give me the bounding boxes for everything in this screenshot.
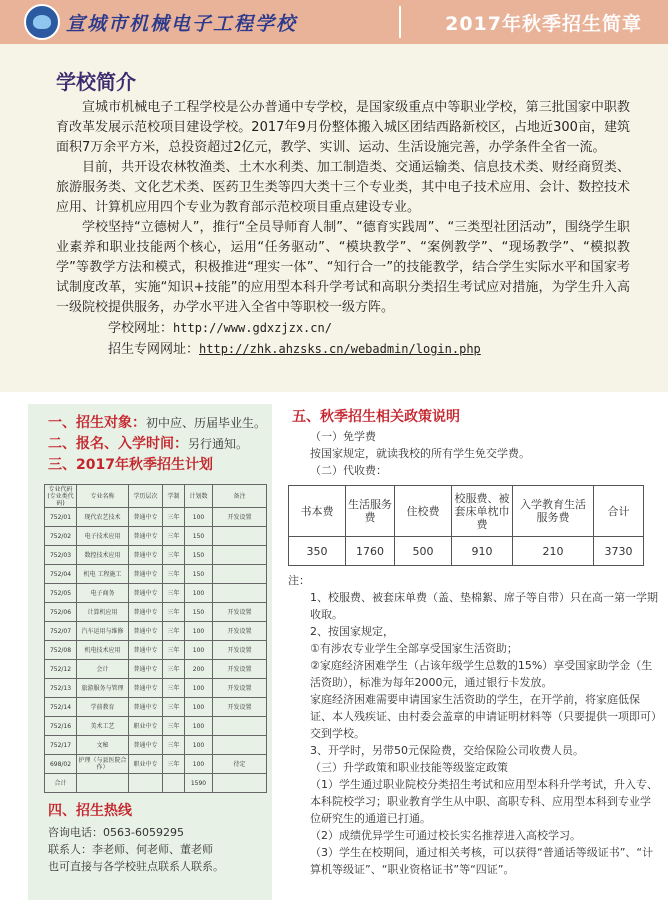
hotline-heading: 四、招生热线	[48, 803, 132, 819]
enrollment-plan-table	[44, 484, 267, 793]
plan-cell: 普通中专	[129, 660, 163, 679]
plan-cell	[77, 774, 129, 793]
tuition-text: 按国家规定，就读我校的所有学生免交学费。	[310, 447, 530, 460]
enroll-site-label: 招生专网网址：	[108, 342, 200, 357]
plan-heading: 三、2017年秋季招生计划	[48, 457, 213, 473]
intro-title: 学校简介	[56, 70, 136, 94]
plan-cell: 752/12	[45, 660, 77, 679]
fees-header-cell: 生活服务费	[346, 486, 395, 537]
plan-cell: 开发设置	[213, 641, 267, 660]
left-column	[28, 404, 272, 900]
website-line	[56, 318, 630, 339]
registration-text: 另行通知。	[188, 437, 249, 451]
plan-cell: 752/14	[45, 698, 77, 717]
plan-cell	[213, 717, 267, 736]
plan-row	[45, 755, 267, 774]
plan-cell: 752/07	[45, 622, 77, 641]
plan-cell: 普通中专	[129, 698, 163, 717]
plan-cell: 100	[185, 584, 213, 603]
plan-cell: 合计	[45, 774, 77, 793]
school-emblem-icon	[24, 4, 60, 40]
plan-cell: 护理（与县医院合作）	[77, 755, 129, 774]
plan-cell: 三年	[163, 698, 185, 717]
plan-cell: 752/05	[45, 584, 77, 603]
plan-header-cell: 计划数	[185, 485, 213, 508]
plan-row	[45, 736, 267, 755]
plan-cell: 普通中专	[129, 622, 163, 641]
plan-header-cell: 学历层次	[129, 485, 163, 508]
plan-cell: 150	[185, 527, 213, 546]
plan-cell: 752/08	[45, 641, 77, 660]
plan-cell: 机电技术应用	[77, 641, 129, 660]
fees-value-cell: 1760	[346, 537, 395, 566]
school-name: 宣城市机械电子工程学校	[66, 13, 298, 35]
policy-heading: 五、秋季招生相关政策说明	[292, 409, 460, 425]
plan-cell: 待定	[213, 755, 267, 774]
left-headings	[48, 414, 272, 477]
hotline-note: 也可直接与各学校驻点联系人联系。	[48, 860, 224, 873]
fees-value-cell: 350	[289, 537, 346, 566]
plan-cell: 文秘	[77, 736, 129, 755]
brochure-title: 2017年秋季招生简章	[445, 13, 642, 35]
plan-row	[45, 717, 267, 736]
note-item: 1、校服费、被套床单费（盖、垫棉絮、席子等自带）只在高一第一学期收取。	[310, 591, 658, 621]
fees-value-cell: 210	[513, 537, 594, 566]
plan-cell	[213, 584, 267, 603]
fees-header-cell: 校服费、被套床单枕巾费	[452, 486, 513, 537]
plan-cell: 普通中专	[129, 546, 163, 565]
plan-row	[45, 641, 267, 660]
plan-cell: 100	[185, 717, 213, 736]
fees-value-cell: 3730	[594, 537, 644, 566]
plan-row	[45, 508, 267, 527]
note-item: ②家庭经济困难学生（占该年级学生总数的15%）享受国家助学金（生活资助），标准为每年2000元，通过银行卡发放。	[310, 659, 653, 689]
plan-cell: 普通中专	[129, 736, 163, 755]
note-item: 2、按国家规定，	[310, 625, 394, 638]
plan-cell	[163, 774, 185, 793]
fees-header-cell: 住校费	[395, 486, 452, 537]
plan-cell: 开发设置	[213, 508, 267, 527]
plan-cell: 普通中专	[129, 508, 163, 527]
plan-cell: 三年	[163, 508, 185, 527]
header-divider	[399, 6, 401, 38]
fees-value-cell: 500	[395, 537, 452, 566]
section-divider	[0, 392, 668, 404]
fees-header-row	[289, 486, 644, 537]
plan-cell: 三年	[163, 660, 185, 679]
plan-cell: 电子技术应用	[77, 527, 129, 546]
policy-item: （2）成绩优异学生可通过校长实名推荐进入高校学习。	[310, 829, 581, 842]
plan-cell: 电子商务	[77, 584, 129, 603]
plan-cell: 752/04	[45, 565, 77, 584]
policy-item: （3）学生在校期间，通过相关考核，可以获得“普通话等级证书”、“计算机等级证”、“职业资格证书”等“四证”。	[310, 846, 654, 876]
target-heading: 一、招生对象：初中应、历届毕业生。	[48, 415, 267, 431]
plan-cell: 752/03	[45, 546, 77, 565]
plan-cell: 三年	[163, 755, 185, 774]
plan-row	[45, 660, 267, 679]
fees-header-cell: 入学教育生活服务费	[513, 486, 594, 537]
header-banner	[0, 0, 668, 44]
plan-cell: 三年	[163, 603, 185, 622]
column-divider	[272, 404, 280, 900]
hotline-phone: 咨询电话：0563-6059295	[48, 826, 184, 839]
note-item: 家庭经济困难需要申请国家生活资助的学生，在开学前，将家庭低保证、本人残疾证、由村委会盖章的申请证明材料等（只要提供一项即可）交到学校。	[310, 693, 657, 740]
plan-cell: 数控技术应用	[77, 546, 129, 565]
intro-body	[56, 98, 630, 360]
plan-cell: 752/13	[45, 679, 77, 698]
enroll-site-link[interactable]: http://zhk.ahzsks.cn/webadmin/login.php	[199, 342, 481, 356]
plan-cell: 三年	[163, 679, 185, 698]
plan-cell: 三年	[163, 622, 185, 641]
plan-cell: 752/01	[45, 508, 77, 527]
plan-cell: 普通中专	[129, 584, 163, 603]
plan-header-cell: 学制	[163, 485, 185, 508]
fees-header-cell: 合计	[594, 486, 644, 537]
plan-cell: 会计	[77, 660, 129, 679]
plan-cell	[213, 546, 267, 565]
plan-cell: 三年	[163, 584, 185, 603]
plan-cell: 开发设置	[213, 660, 267, 679]
fees-subheading: （二）代收费：	[310, 464, 387, 477]
registration-heading: 二、报名、入学时间：另行通知。	[48, 436, 249, 452]
tuition-subheading: （一）免学费	[310, 430, 376, 443]
plan-row	[45, 546, 267, 565]
website-link[interactable]: http://www.gdxzjzx.cn/	[173, 321, 332, 335]
plan-row	[45, 622, 267, 641]
plan-cell: 职业中专	[129, 717, 163, 736]
fees-table	[288, 485, 644, 566]
plan-row	[45, 774, 267, 793]
plan-cell	[213, 774, 267, 793]
plan-cell: 职业中专	[129, 755, 163, 774]
note-item: ①有涉农专业学生全部享受国家生活资助；	[310, 642, 518, 655]
policy-item: （1）学生通过职业院校分类招生考试和应用型本科升学考试，升入专、本科院校学习；职业教育学生从中职、高职专科、应用型本科到专业学位研究生的通道已打通。	[310, 778, 658, 825]
school-intro-section	[0, 44, 668, 392]
plan-cell: 开发设置	[213, 603, 267, 622]
plan-cell: 汽车运用与维修	[77, 622, 129, 641]
plan-cell: 三年	[163, 546, 185, 565]
plan-cell: 100	[185, 755, 213, 774]
plan-cell: 752/17	[45, 736, 77, 755]
plan-cell: 698/02	[45, 755, 77, 774]
plan-cell: 三年	[163, 565, 185, 584]
target-text: 初中应、历届毕业生。	[146, 416, 267, 430]
plan-cell: 1590	[185, 774, 213, 793]
plan-cell: 学前教育	[77, 698, 129, 717]
fees-header-cell: 书本费	[289, 486, 346, 537]
plan-cell: 150	[185, 546, 213, 565]
intro-paragraph-1: 宣城市机械电子工程学校是公办普通中专学校，是国家级重点中等职业学校，第三批国家中职教育改革发展示范校项目建设学校。2017年9月份整体搬入城区团结西路新校区，占地近300亩，建筑面积7万余平方米，总投资超过2亿元，教学、实训、运动、生活设施完善，办学条件全省一流。	[56, 100, 630, 155]
plan-cell: 机电 工程施工	[77, 565, 129, 584]
policy-section	[288, 408, 658, 878]
hotline-body	[48, 824, 224, 875]
plan-cell: 普通中专	[129, 641, 163, 660]
plan-cell: 752/06	[45, 603, 77, 622]
plan-cell: 开发设置	[213, 679, 267, 698]
plan-row	[45, 679, 267, 698]
plan-cell: 752/02	[45, 527, 77, 546]
plan-row	[45, 565, 267, 584]
plan-cell: 三年	[163, 736, 185, 755]
plan-cell: 普通中专	[129, 679, 163, 698]
intro-paragraph-3: 学校坚持“立德树人”，推行“全员导师育人制”、“德育实践周”、“三类型社团活动”，围绕学生职业素养和职业技能两个核心，运用“任务驱动”、“模块教学”、“案例教学”、“现场教学”、“模拟教学”等教学方法和模式，积极推进“理实一体”、“知行合一”的技能教学，结合学生实际水平和国家考试制度改革，实施“知识+技能”的应用型本科升学考试和高职分类招生考试应对措施，为学生升入高一级院校提供服务，办学水平进入全省中等职校一级方阵。	[56, 220, 630, 315]
plan-header-cell: 专业名称	[77, 485, 129, 508]
plan-header-cell: 专业代码(专业类代码)	[45, 485, 77, 508]
plan-cell: 150	[185, 565, 213, 584]
plan-cell	[213, 565, 267, 584]
plan-cell: 100	[185, 698, 213, 717]
right-column	[280, 404, 668, 900]
plan-cell: 100	[185, 508, 213, 527]
plan-row	[45, 527, 267, 546]
plan-cell: 旅游服务与管理	[77, 679, 129, 698]
plan-cell: 普通中专	[129, 527, 163, 546]
plan-cell	[213, 527, 267, 546]
plan-row	[45, 603, 267, 622]
plan-cell: 150	[185, 603, 213, 622]
plan-cell: 200	[185, 660, 213, 679]
fees-value-cell: 910	[452, 537, 513, 566]
plan-cell: 普通中专	[129, 565, 163, 584]
plan-cell: 开发设置	[213, 622, 267, 641]
plan-cell: 三年	[163, 641, 185, 660]
hotline-contacts: 联系人：李老师、何老师、董老师	[48, 843, 213, 856]
plan-cell: 开发设置	[213, 698, 267, 717]
plan-cell: 100	[185, 679, 213, 698]
plan-cell: 三年	[163, 717, 185, 736]
intro-paragraph-2: 目前，共开设农林牧渔类、土木水利类、加工制造类、交通运输类、信息技术类、财经商贸类、旅游服务类、文化艺术类、医药卫生类等四大类十三个专业类，其中电子技术应用、会计、数控技术应用、计算机应用四个专业为教育部示范校项目重点建设专业。	[56, 160, 630, 215]
plan-cell: 现代农艺技术	[77, 508, 129, 527]
fees-value-row	[289, 537, 644, 566]
plan-header-row	[45, 485, 267, 508]
plan-table-body	[45, 508, 267, 793]
plan-row	[45, 698, 267, 717]
enroll-site-line	[56, 339, 630, 360]
note-item: 3、开学时，另带50元保险费，交给保险公司收费人员。	[310, 744, 584, 757]
plan-cell: 美术工艺	[77, 717, 129, 736]
plan-header-cell: 备注	[213, 485, 267, 508]
plan-cell: 752/16	[45, 717, 77, 736]
website-label: 学校网址：	[108, 321, 174, 336]
policy-subheading: （三）升学政策和职业技能等级鉴定政策	[310, 761, 508, 774]
plan-cell	[129, 774, 163, 793]
plan-cell: 100	[185, 736, 213, 755]
plan-cell	[213, 736, 267, 755]
plan-cell: 100	[185, 641, 213, 660]
plan-cell: 100	[185, 622, 213, 641]
note-label: 注：	[288, 574, 310, 587]
plan-row	[45, 584, 267, 603]
plan-cell: 三年	[163, 527, 185, 546]
plan-cell: 计算机应用	[77, 603, 129, 622]
plan-cell: 普通中专	[129, 603, 163, 622]
